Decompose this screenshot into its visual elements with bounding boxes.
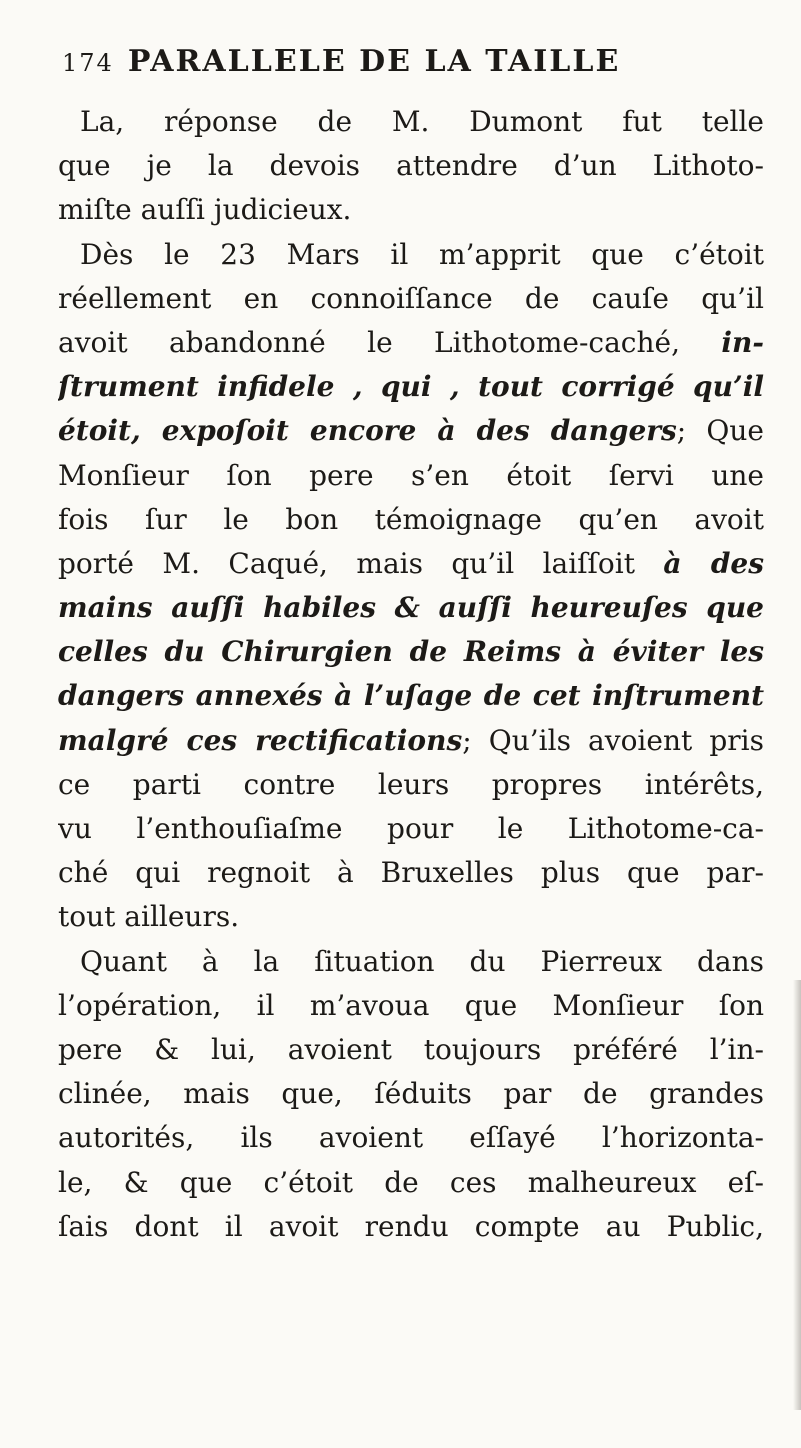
text-segment: l’opération, il m’avoua que Monſieur ſon xyxy=(58,988,764,1022)
text-line xyxy=(58,1116,764,1160)
italic-segment: à des xyxy=(663,546,764,580)
text-line xyxy=(58,807,764,851)
text-segment: ; Qu’ils avoient pris xyxy=(462,723,764,757)
italic-segment: in- xyxy=(721,325,764,359)
text-line xyxy=(58,454,764,498)
text-line xyxy=(58,719,764,763)
italic-segment: malgré ces rectifications xyxy=(58,723,463,757)
text-segment: Monſieur ſon pere s’en étoit ſervi une xyxy=(58,458,764,492)
text-line xyxy=(58,365,764,409)
text-segment: Quant à la ſituation du Pierreux dans xyxy=(80,944,764,978)
italic-segment: ſtrument infidele , qui , tout corrigé qu’il xyxy=(58,370,764,404)
text-segment: ce parti contre leurs propres intérêts, xyxy=(58,767,764,801)
text-line xyxy=(58,630,764,674)
running-title: PARALLELE DE LA TAILLE xyxy=(127,44,621,79)
italic-segment: dangers annexés à l’uſage de cet inſtrument xyxy=(58,679,764,713)
page-number: 174 xyxy=(62,49,114,77)
text-line xyxy=(58,100,764,144)
text-segment: que je la devois attendre d’un Lithoto- xyxy=(58,149,764,183)
text-line xyxy=(58,984,764,1028)
text-segment: Dès le 23 Mars il m’apprit que c’étoit xyxy=(80,237,764,271)
text-segment: le, & que c’étoit de ces malheureux eſ- xyxy=(58,1165,764,1199)
text-line xyxy=(58,586,764,630)
text-line xyxy=(58,409,764,453)
text-segment: ché qui regnoit à Bruxelles plus que par- xyxy=(58,856,764,890)
text-segment: ſais dont il avoit rendu compte au Public, xyxy=(58,1209,764,1243)
italic-segment: étoit, expoſoit encore à des dangers xyxy=(58,414,677,448)
text-line xyxy=(58,1072,764,1116)
text-line xyxy=(58,277,764,321)
body-text xyxy=(58,100,764,1249)
text-line xyxy=(58,674,764,718)
text-line xyxy=(58,542,764,586)
text-line xyxy=(58,940,764,984)
text-line xyxy=(58,144,764,188)
text-line xyxy=(58,851,764,895)
text-line xyxy=(58,1161,764,1205)
text-line xyxy=(58,233,764,277)
text-segment: pere & lui, avoient toujours préféré l’in- xyxy=(58,1032,764,1066)
text-segment: clinée, mais que, ſéduits par de grandes xyxy=(58,1077,764,1111)
text-segment: vu l’enthouſiaſme pour le Lithotome-ca- xyxy=(58,812,764,845)
italic-segment: celles du Chirurgien de Reims à éviter les xyxy=(58,635,764,669)
text-line xyxy=(58,321,764,365)
text-segment: porté M. Caqué, mais qu’il laiſſoit xyxy=(58,546,664,580)
text-line xyxy=(58,763,764,807)
text-segment: tout ailleurs. xyxy=(58,900,240,934)
text-line xyxy=(58,188,764,232)
text-segment: miſte auſſi judicieux. xyxy=(58,193,352,227)
running-header xyxy=(62,44,722,96)
text-segment: ; Que xyxy=(676,414,764,448)
page-edge-shadow xyxy=(793,980,801,1410)
text-segment: La, réponse de M. Dumont fut telle xyxy=(80,105,764,138)
text-segment: autorités, ils avoient eſſayé l’horizonta- xyxy=(58,1121,764,1155)
text-line xyxy=(58,895,764,939)
text-line xyxy=(58,1205,764,1249)
italic-segment: mains auſſi habiles & auſſi heureuſes que xyxy=(58,591,764,625)
text-line xyxy=(58,1028,764,1072)
text-segment: réellement en connoiſſance de cauſe qu’il xyxy=(58,281,764,315)
text-segment: fois ſur le bon témoignage qu’en avoit xyxy=(58,502,764,536)
text-line xyxy=(58,498,764,542)
text-segment: avoit abandonné le Lithotome-caché, xyxy=(58,325,722,359)
